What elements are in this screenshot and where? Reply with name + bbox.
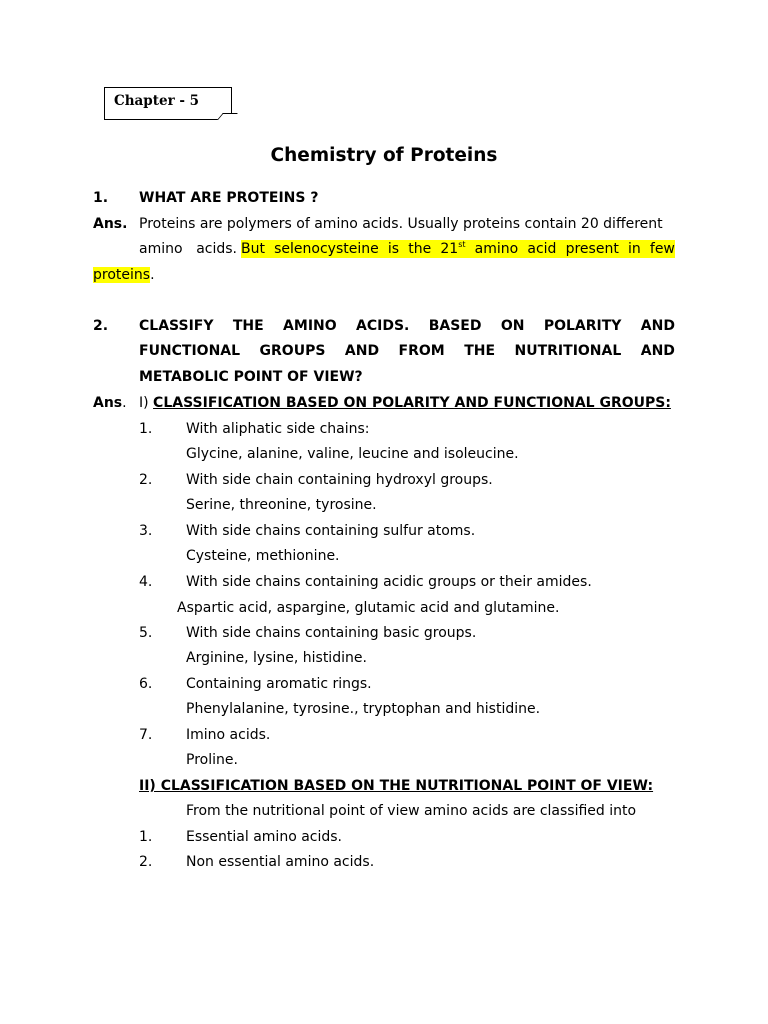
list-item-number: 4. (139, 574, 153, 590)
list-item: Containing aromatic rings. (186, 676, 372, 692)
list-item: With side chains containing basic groups. (186, 625, 477, 641)
list-item: With side chains containing sulfur atoms. (186, 523, 476, 539)
highlighted-text: But selenocysteine is the 21st amino acid present in few (241, 240, 675, 257)
page-fold-corner (217, 113, 238, 120)
list-item-detail: Phenylalanine, tyrosine., tryptophan and histidine. (186, 701, 541, 717)
list-item: Non essential amino acids. (186, 854, 375, 870)
list-item-number: 6. (139, 676, 153, 692)
question-number: 1. (93, 190, 109, 206)
question-text: FUNCTIONAL GROUPS AND FROM THE NUTRITIONAL AND (139, 343, 675, 359)
answer-line: proteins. (93, 267, 155, 283)
list-item-number: 7. (139, 727, 153, 743)
list-item-number: 1. (139, 421, 153, 437)
page-title: Chemistry of Proteins (270, 145, 498, 166)
list-item: Essential amino acids. (186, 829, 343, 845)
question-text: CLASSIFY THE AMINO ACIDS. BASED ON POLARITY AND (139, 318, 675, 334)
list-item-number: 2. (139, 472, 153, 488)
list-item-detail: Proline. (186, 752, 238, 768)
section-heading: II) CLASSIFICATION BASED ON THE NUTRITIONAL POINT OF VIEW: (139, 778, 654, 794)
answer-line: Proteins are polymers of amino acids. Usually proteins contain 20 different (139, 216, 663, 232)
list-item-detail: Aspartic acid, aspargine, glutamic acid and glutamine. (177, 600, 560, 616)
section-intro: From the nutritional point of view amino acids are classified into (186, 803, 637, 819)
list-item-number: 5. (139, 625, 153, 641)
list-item-detail: Glycine, alanine, valine, leucine and isoleucine. (186, 446, 519, 462)
list-item-detail: Cysteine, methionine. (186, 548, 340, 564)
list-item: Imino acids. (186, 727, 271, 743)
section-heading: I) CLASSIFICATION BASED ON POLARITY AND FUNCTIONAL GROUPS: (139, 395, 671, 411)
list-item-number: 2. (139, 854, 153, 870)
ordinal: 21st (440, 240, 466, 257)
answer-line: amino acids. (139, 241, 237, 257)
answer-label: Ans. (93, 216, 128, 232)
list-item: With aliphatic side chains: (186, 421, 370, 437)
chapter-label-box (104, 87, 232, 120)
question-text: WHAT ARE PROTEINS ? (139, 190, 319, 206)
list-item-number: 3. (139, 523, 153, 539)
list-item: With side chain containing hydroxyl groups. (186, 472, 493, 488)
list-item-detail: Serine, threonine, tyrosine. (186, 497, 377, 513)
question-text: METABOLIC POINT OF VIEW? (139, 369, 363, 385)
answer-label: Ans. (93, 395, 127, 411)
list-item-detail: Arginine, lysine, histidine. (186, 650, 367, 666)
chapter-label: Chapter - 5 (114, 93, 200, 109)
highlighted-text: proteins (93, 267, 151, 283)
list-item-number: 1. (139, 829, 153, 845)
question-number: 2. (93, 318, 109, 334)
list-item: With side chains containing acidic groups or their amides. (186, 574, 592, 590)
